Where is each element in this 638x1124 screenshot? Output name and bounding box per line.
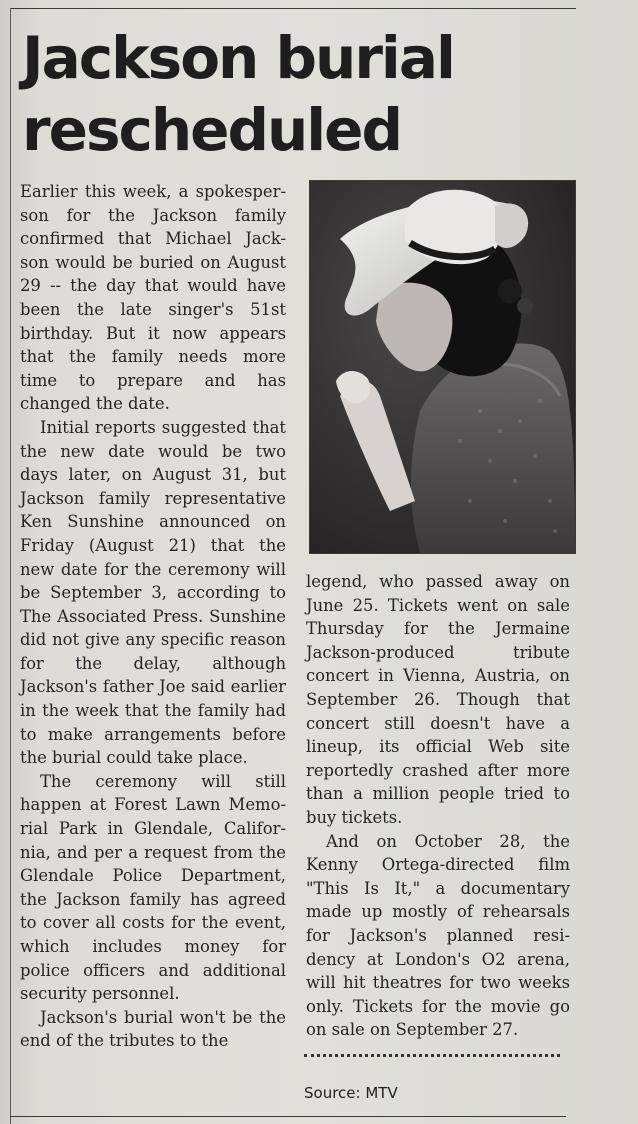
paragraph-3: The ceremony will still happen at Forest Lawn Memo-rial Park in Glendale, Califor-nia, and per a request from the Glendale Police Department, the Jackson family has agreed to cover all costs for the event, which includes money for police officers and additional security personnel.: [20, 771, 286, 1004]
left-rule: [10, 8, 11, 1124]
article-column-1: [20, 180, 286, 1053]
top-rule: [10, 8, 576, 9]
paragraph-2: Initial reports suggested that the new date would be two days later, on August 31, but Jackson family representative Ken Sunshine announced on Friday (August 21) that the new date for the ceremony will be September 3, according to The Associated Press. Sunshine did not give any specific reason for the delay, although Jackson's father Joe said earlier in the week that the family had to make arrangements before the burial could take place.: [20, 417, 286, 768]
bottom-rule: [10, 1116, 566, 1117]
source-credit: Source: MTV: [304, 1084, 398, 1102]
performer-photo-image: [310, 181, 575, 553]
headline-line-2: rescheduled: [22, 96, 402, 164]
article-column-2: [306, 570, 570, 1042]
paragraph-4: Jackson's burial won't be the end of the tributes to the: [20, 1007, 286, 1051]
headline: [22, 22, 562, 166]
article-photo: [309, 180, 576, 554]
headline-line-1: Jackson burial: [22, 24, 454, 92]
paragraph-6: And on October 28, the Kenny Ortega-directed film "This Is It," a documentary made up mostly of rehearsals for Jackson's planned resi-dency at London's O2 arena, will hit theatres for two weeks only. Tickets for the movie go on sale on September 27.: [306, 831, 570, 1040]
dotted-separator: [304, 1054, 560, 1057]
paragraph-5: legend, who passed away on June 25. Tickets went on sale Thursday for the Jermaine Jackson-produced tribute concert in Vienna, Austria, on September 26. Though that concert still doesn't have a lineup, its official Web site reportedly crashed after more than a million people tried to buy tickets.: [306, 572, 570, 827]
paragraph-1: Earlier this week, a spokesper-son for the Jackson family confirmed that Michael Jack-son would be buried on August 29 -- the day that would have been the late singer's 51st birthday. But it now appears that the family needs more time to prepare and has changed the date.: [20, 182, 286, 414]
